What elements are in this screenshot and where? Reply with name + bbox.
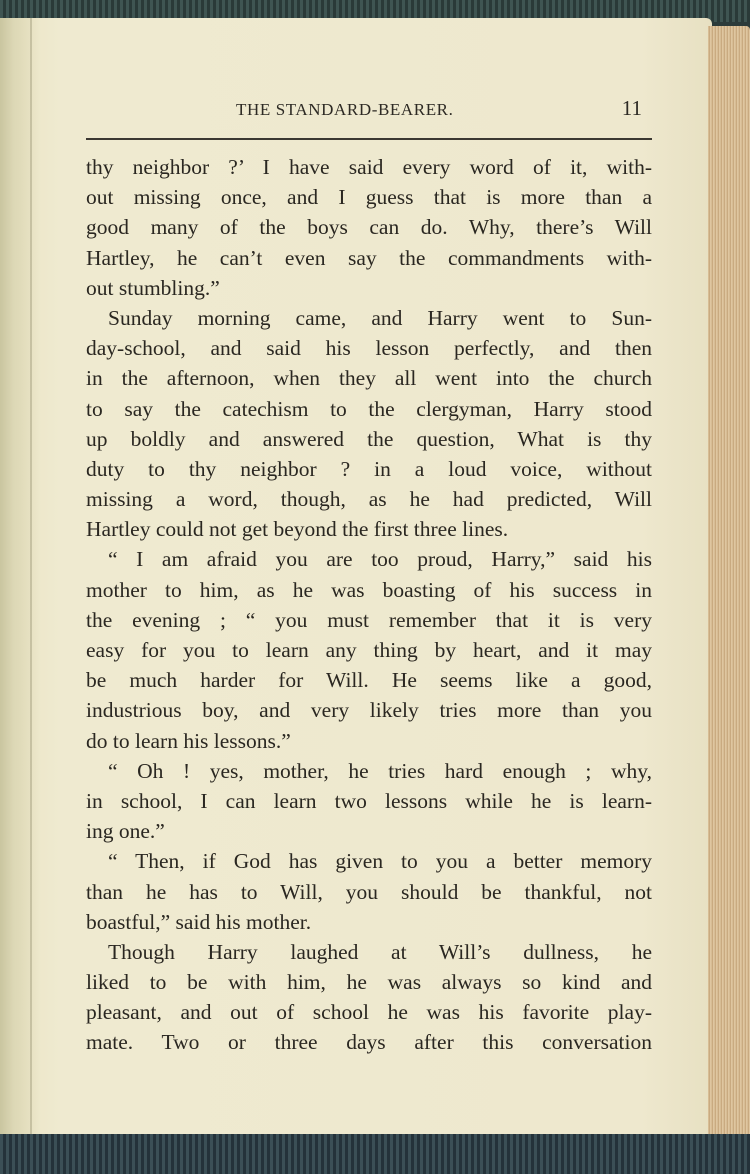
text-line: industrious boy, and very likely tries more than you — [86, 698, 652, 723]
text-line: “ I am afraid you are too proud, Harry,” said his — [108, 547, 652, 572]
page-number: 11 — [621, 96, 642, 120]
text-line: Hartley could not get beyond the first three lines. — [86, 517, 509, 542]
text-line: mate. Two or three days after this conversation — [86, 1030, 652, 1055]
running-title: THE STANDARD-BEARER. — [236, 100, 454, 119]
text-line: easy for you to learn any thing by heart, and it may — [86, 638, 652, 662]
text-line: duty to thy neighbor ? in a loud voice, without — [86, 456, 652, 481]
page-text — [86, 152, 652, 1058]
text-line: ing one.” — [86, 819, 165, 844]
text-line: good many of the boys can do. Why, there’s Will — [86, 215, 652, 240]
text-line: missing a word, though, as he had predicted, Will — [86, 487, 652, 512]
text-line: out stumbling.” — [86, 275, 220, 300]
text-line: in school, I can learn two lessons while he is learn- — [86, 788, 652, 813]
text-line: in the afternoon, when they all went into the church — [86, 366, 652, 391]
text-line: up boldly and answered the question, What is thy — [86, 426, 652, 451]
page-gutter-shadow — [0, 18, 40, 1140]
text-line: to say the catechism to the clergyman, Harry stood — [86, 396, 652, 421]
text-line: the evening ; “ you must remember that it is very — [86, 607, 652, 632]
text-line: pleasant, and out of school he was his favorite play- — [86, 1000, 652, 1025]
running-header — [86, 96, 648, 126]
text-line: thy neighbor ?’ I have said every word of it, with- — [86, 155, 652, 179]
header-rule — [86, 138, 652, 140]
text-line: do to learn his lessons.” — [86, 728, 291, 753]
text-line: Though Harry laughed at Will’s dullness, he — [108, 939, 652, 964]
text-line: out missing once, and I guess that is more than a — [86, 185, 652, 210]
page-edges — [708, 26, 750, 1144]
text-line: than he has to Will, you should be thankful, not — [86, 879, 652, 904]
text-line: “ Then, if God has given to you a better memory — [108, 849, 652, 874]
binding-gutter — [30, 18, 32, 1136]
text-line: be much harder for Will. He seems like a good, — [86, 668, 652, 693]
text-line: liked to be with him, he was always so kind and — [86, 970, 652, 995]
text-line: boastful,” said his mother. — [86, 909, 312, 934]
text-line: day-school, and said his lesson perfectly, and then — [86, 336, 652, 361]
text-line: Hartley, he can’t even say the commandments with- — [86, 245, 652, 270]
text-line: “ Oh ! yes, mother, he tries hard enough ; why, — [108, 758, 652, 783]
text-line: mother to him, as he was boasting of his success in — [86, 577, 652, 602]
text-line: Sunday morning came, and Harry went to Sun- — [108, 305, 652, 330]
book-cover-bottom — [0, 1134, 750, 1174]
